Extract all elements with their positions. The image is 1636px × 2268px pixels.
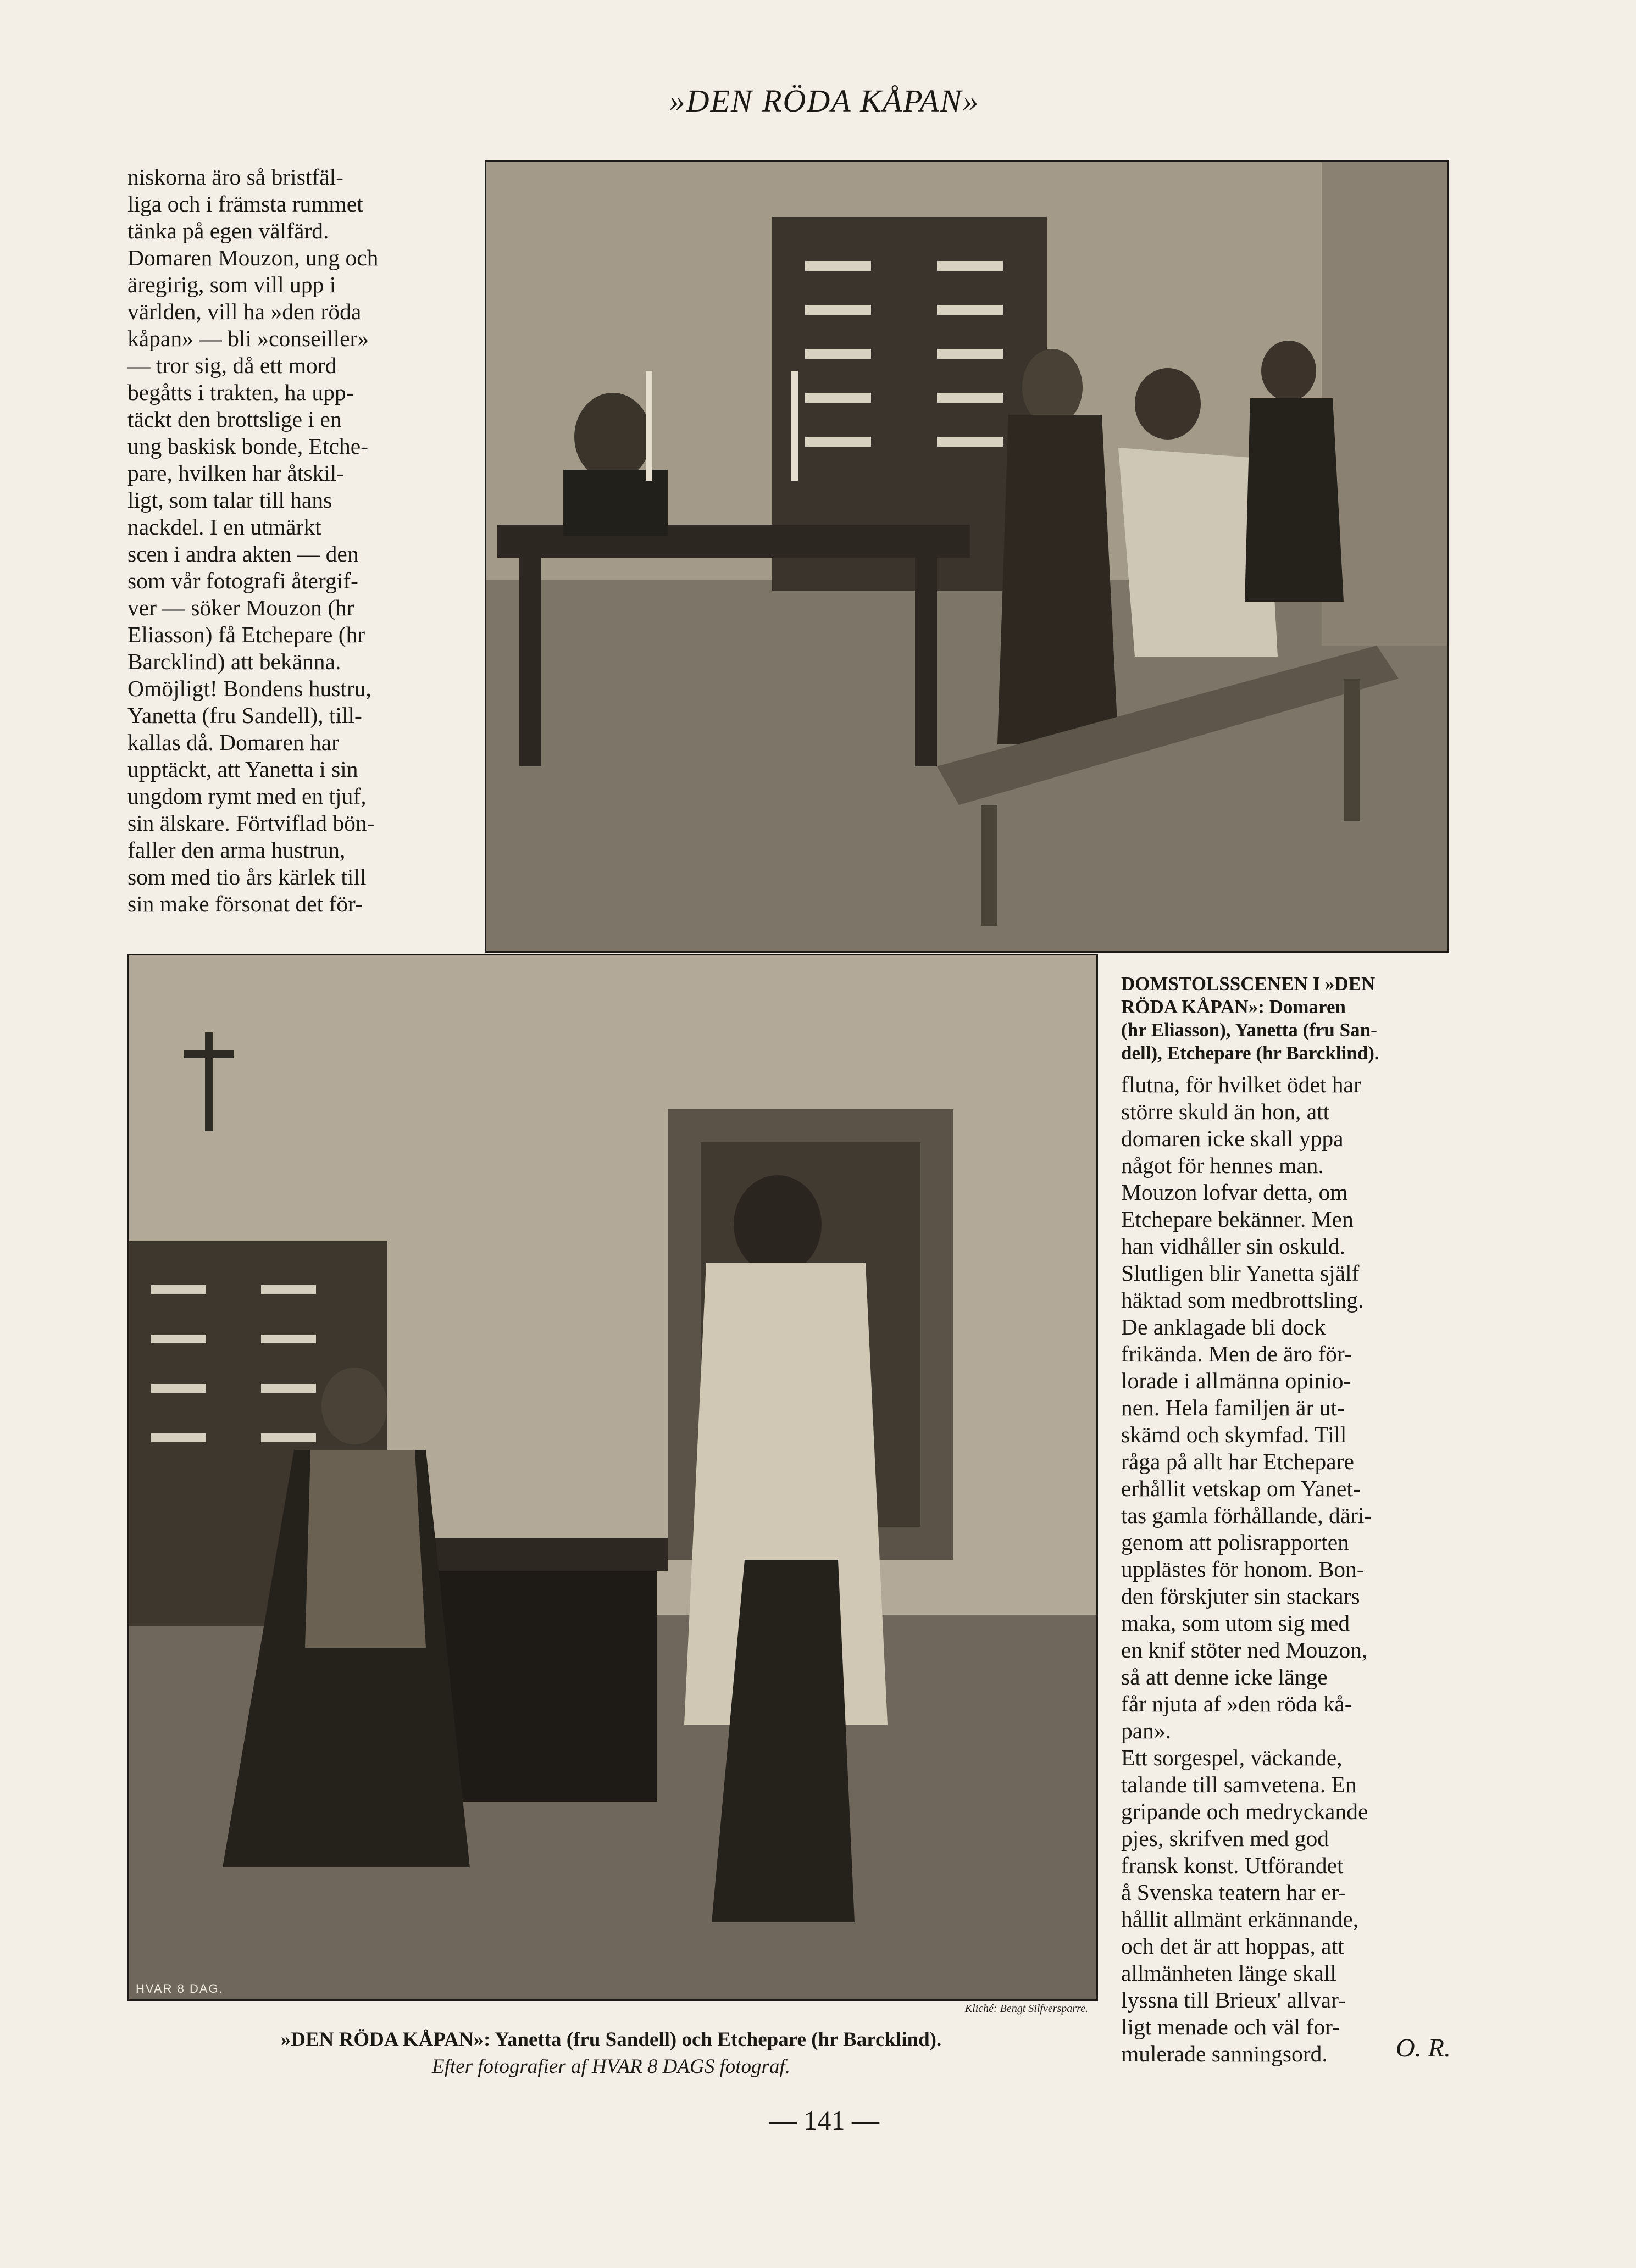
right-text-column: flutna, för hvilket ödet har större skuld än hon, att domaren icke skall yppa något för hennes man. Mouzon lofvar detta, om Etchepare bekänner. Men han vidhåller sin oskuld. Slutligen blir Yanetta själf häktad som medbrottsling. De anklagade bli dock frikända. Men de äro för- lorade i allmänna opinio- nen. Hela familjen är ut- skämd och skymfad. Till råga på allt har Etchepare erhållit vetskap om Yanet- tas gamla förhållande, däri- genom att polisrapporten upplästes för honom. Bon- den förskjuter sin stackars maka, som utom sig med en knif stöter ned Mouzon, så att denne icke länge får njuta af »den röda kå- pan». Ett sorgespel, väckande, talande till samvetena. En gripande och medryckande pjes, skrifven med god fransk konst. Utförandet å Svenska teatern har er- hållit allmänt erkännande, och det är att hoppas, att allmänheten länge skall lyssna till Brieux' allvar- ligt menade och väl for- mulerade sanningsord. bbox=[1121, 1072, 1372, 2066]
page-number: — 141 — bbox=[769, 2105, 879, 2136]
running-title: »DEN RÖDA KÅPAN» bbox=[669, 83, 980, 119]
photo-stamp: HVAR 8 DAG. bbox=[136, 1982, 224, 1995]
courtroom-photo-caption: DOMSTOLSSCENEN I »DEN RÖDA KÅPAN»: Domaren (hr Eliasson), Yanetta (fru San- dell), Etchepare (hr Barcklind). bbox=[1121, 973, 1379, 1064]
photographer-credit: Efter fotografier af HVAR 8 DAGS fotograf. bbox=[432, 2055, 790, 2078]
yanetta-etchepare-photo-illustration bbox=[129, 955, 1096, 1999]
yanetta-etchepare-photo bbox=[127, 954, 1098, 2001]
bottom-photo-caption: »DEN RÖDA KÅPAN»: Yanetta (fru Sandell) och Etchepare (hr Barcklind). bbox=[280, 2028, 942, 2051]
left-text-column: niskorna äro så bristfäl- liga och i främsta rummet tänka på egen välfärd. Domaren Mouzon, ung och äregirig, som vill upp i världen, vill ha »den röda kåpan» — bli »conseiller» — tror sig, då ett mord begåtts i trakten, ha upp- täckt den brottslige i en ung baskisk bonde, Etche- pare, hvilken har åtskil- ligt, som talar till hans nackdel. I en utmärkt scen i andra akten — den som vår fotografi återgif- ver — söker Mouzon (hr Eliasson) få Etchepare (hr Barcklind) att bekänna. Omöjligt! Bondens hustru, Yanetta (fru Sandell), till- kallas då. Domaren har upptäckt, att Yanetta i sin ungdom rymt med en tjuf, sin älskare. Förtviflad bön- faller den arma hustrun, som med tio års kärlek till sin make försonat det för- bbox=[127, 164, 379, 916]
author-signature: O. R. bbox=[1396, 2033, 1451, 2063]
courtroom-photo bbox=[485, 160, 1449, 953]
cliche-credit: Kliché: Bengt Silfversparre. bbox=[964, 2003, 1088, 2015]
courtroom-photo-illustration bbox=[486, 162, 1447, 951]
